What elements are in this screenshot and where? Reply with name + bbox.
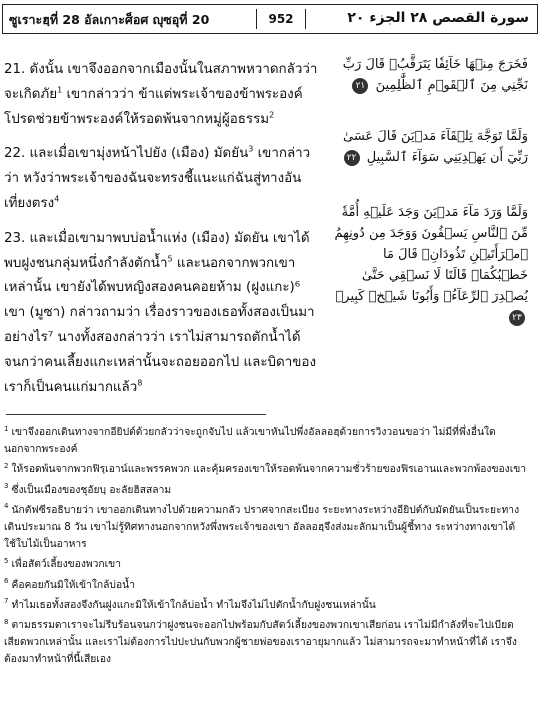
arabic-verse-21: فَخَرَجَ مِنۡهَا خَآئِفٗا يَتَرَقَّبُۖ قَالَ رَبِّ نَجِّنِي مِنَ ٱلۡقَوۡمِ ٱلظَّٰلِمِينَ ٢١ <box>342 57 528 93</box>
footnote-3: $^3$ ซึ่งเป็นเมืองของชุอัยบฺ อะลัยฮิสสลาม <box>4 482 172 496</box>
footnote-4: $^4$ นักตัฟซีรอธิบายว่า เขาออกเดินทางไปด้วยความกลัว ปราศจากสะเบียง ระยะทางระหว่างอียิปต์กับมัดยันเป็นระยะทางเดินประมาณ 8 วัน เขาไม่รู้ทิศทางนอกจากหวังพึ่งพระเจ้าของเขา อัลลอฮฺจึงส่งมะลักมาเป็นผู้ชี้ทาง ระหว่างทางเขาได้ใช้ใบไม้เป็นอาหาร <box>4 502 520 551</box>
ayah-number-marker: ٢٢ <box>344 150 360 166</box>
footnote-2: $^2$ ให้รอดพ้นจากพวกฟิรฺเอาน์และพรรคพวก และคุ้มครองเขาให้รอดพ้นจากความชั่วร้ายของฟิรเอานและพวกพ้องของเขา <box>4 461 527 476</box>
arabic-verse-23: وَلَمَّا وَرَدَ مَآءَ مَدۡيَنَ وَجَدَ عَلَيۡهِ أُمَّةٗ مِّنَ ٱلنَّاسِ يَسۡقُونَ وَوَجَدَ مِن دُونِهِمُ ٱمۡرَأَتَيۡنِ تَذُودَانِۖ قَالَ مَا خَطۡبُكُمَاۖ قَالَتَا لَا نَسۡقِي حَتَّىٰ يُصۡدِرَ ٱلرِّعَآءُۖ وَأَبُونَا شَيۡخٞ كَبِيرٞ ٢٣ <box>328 202 528 328</box>
ayah-number-marker: ٢١ <box>352 78 368 94</box>
footnote-5: $^5$ เพื่อสัตว์เลี้ยงของพวกเขา <box>4 557 121 571</box>
verse-22: 22. และเมื่อเขามุ่งหน้าไปยัง (เมือง) มัดยัน$^3$ เขากล่าวว่า หวังว่าพระเจ้าของฉันจะทรงชี้แนะแก่ฉันสู่ทางอันเที่ยงตรง$^4$ <box>4 144 311 211</box>
ayah-number-marker: ٢٣ <box>509 310 525 326</box>
header-arabic-title: سورة القصص ٢٨ الجزء ٢٠ <box>347 10 529 26</box>
footnote-7: $^7$ ทำไมเธอทั้งสองจึงกันฝูงแกะมิให้เข้าใกล้บ่อน้ำ ทำไมจึงไม่ไปตักน้ำกับฝูงชนเหล่านั้น <box>4 597 376 611</box>
footnote-8: $^8$ ตามธรรมดาเราจะไม่รีบร้อนจนกว่าฝูงชนจะออกไปพร้อมกับสัตว์เลี้ยงของพวกเขาเสียก่อน เราไม่มีกำลังที่จะไปเบียดเสียดพวกเหล่านั้น และเราไม่ต้องการไปปะปนกับพวกผู้ชายพ่อของเราอายุมากแล้ว ไม่สามารถจะมาทำหน้าที่ได้ เราจึงต้องมาทำหน้าที่นี้เสียเอง <box>4 617 517 666</box>
thai-translation-column <box>4 58 322 410</box>
page-header <box>2 4 538 34</box>
header-surah-title: ซูเราะฮฺที่ 28 อัลเกาะศ็อศ ญุซอุที่ 20 <box>9 12 210 27</box>
footnotes <box>4 424 534 672</box>
verse-21: 21. ดังนั้น เขาจึงออกจากเมืองนั้นในสภาพหวาดกลัวว่าจะเกิดภัย$^1$ เขากล่าวว่า ข้าแต่พระเจ้าของข้าพระองค์ โปรดช่วยข้าพระองค์ให้รอดพ้นจากหมู่ผู้อธรรม$^2$ <box>4 62 318 127</box>
footnote-1: $^1$ เขาจึงออกเดินทางจากอียิปต์ด้วยกลัวว่าจะถูกจับไป แล้วเขาหันไปพึ่งอัลลอฮฺด้วยการวิงวอนขอว่า ไม่มีที่พึ่งอื่นใด นอกจากพระองค์ <box>4 424 496 456</box>
footnote-divider <box>6 414 266 415</box>
arabic-text-column <box>328 54 528 328</box>
arabic-verse-22: وَلَمَّا تَوَجَّهَ تِلۡقَآءَ مَدۡيَنَ قَالَ عَسَىٰ رَبِّيٓ أَن يَهۡدِيَنِي سَوَآءَ ٱلسَّبِيلِ ٢٢ <box>342 129 528 165</box>
page-number: 952 <box>256 9 306 29</box>
footnote-6: $^6$ คือคอยกันมิให้เข้าใกล้บ่อน้ำ <box>4 577 135 591</box>
verse-23: 23. และเมื่อเขามาพบบ่อน้ำแห่ง (เมือง) มัดยัน เขาได้พบฝูงชนกลุ่มหนึ่งกำลังตักน้ำ$^5$ และนอกจากพวกเขาเหล่านั้น เขายังได้พบหญิงสองคนคอยห้าม (ฝูงแกะ)⁶ เขา (มูซา) กล่าวถามว่า เรื่องราวของเธอทั้งสองเป็นมาอย่างไร⁷ นางทั้งสองกล่าวว่า เราไม่สามารถตักน้ำได้ จนกว่าคนเลี้ยงแกะเหล่านั้นจะถอยออกไป และบิดาของเราก็เป็นคนแก่มากแล้ว$^8$ <box>4 230 316 395</box>
